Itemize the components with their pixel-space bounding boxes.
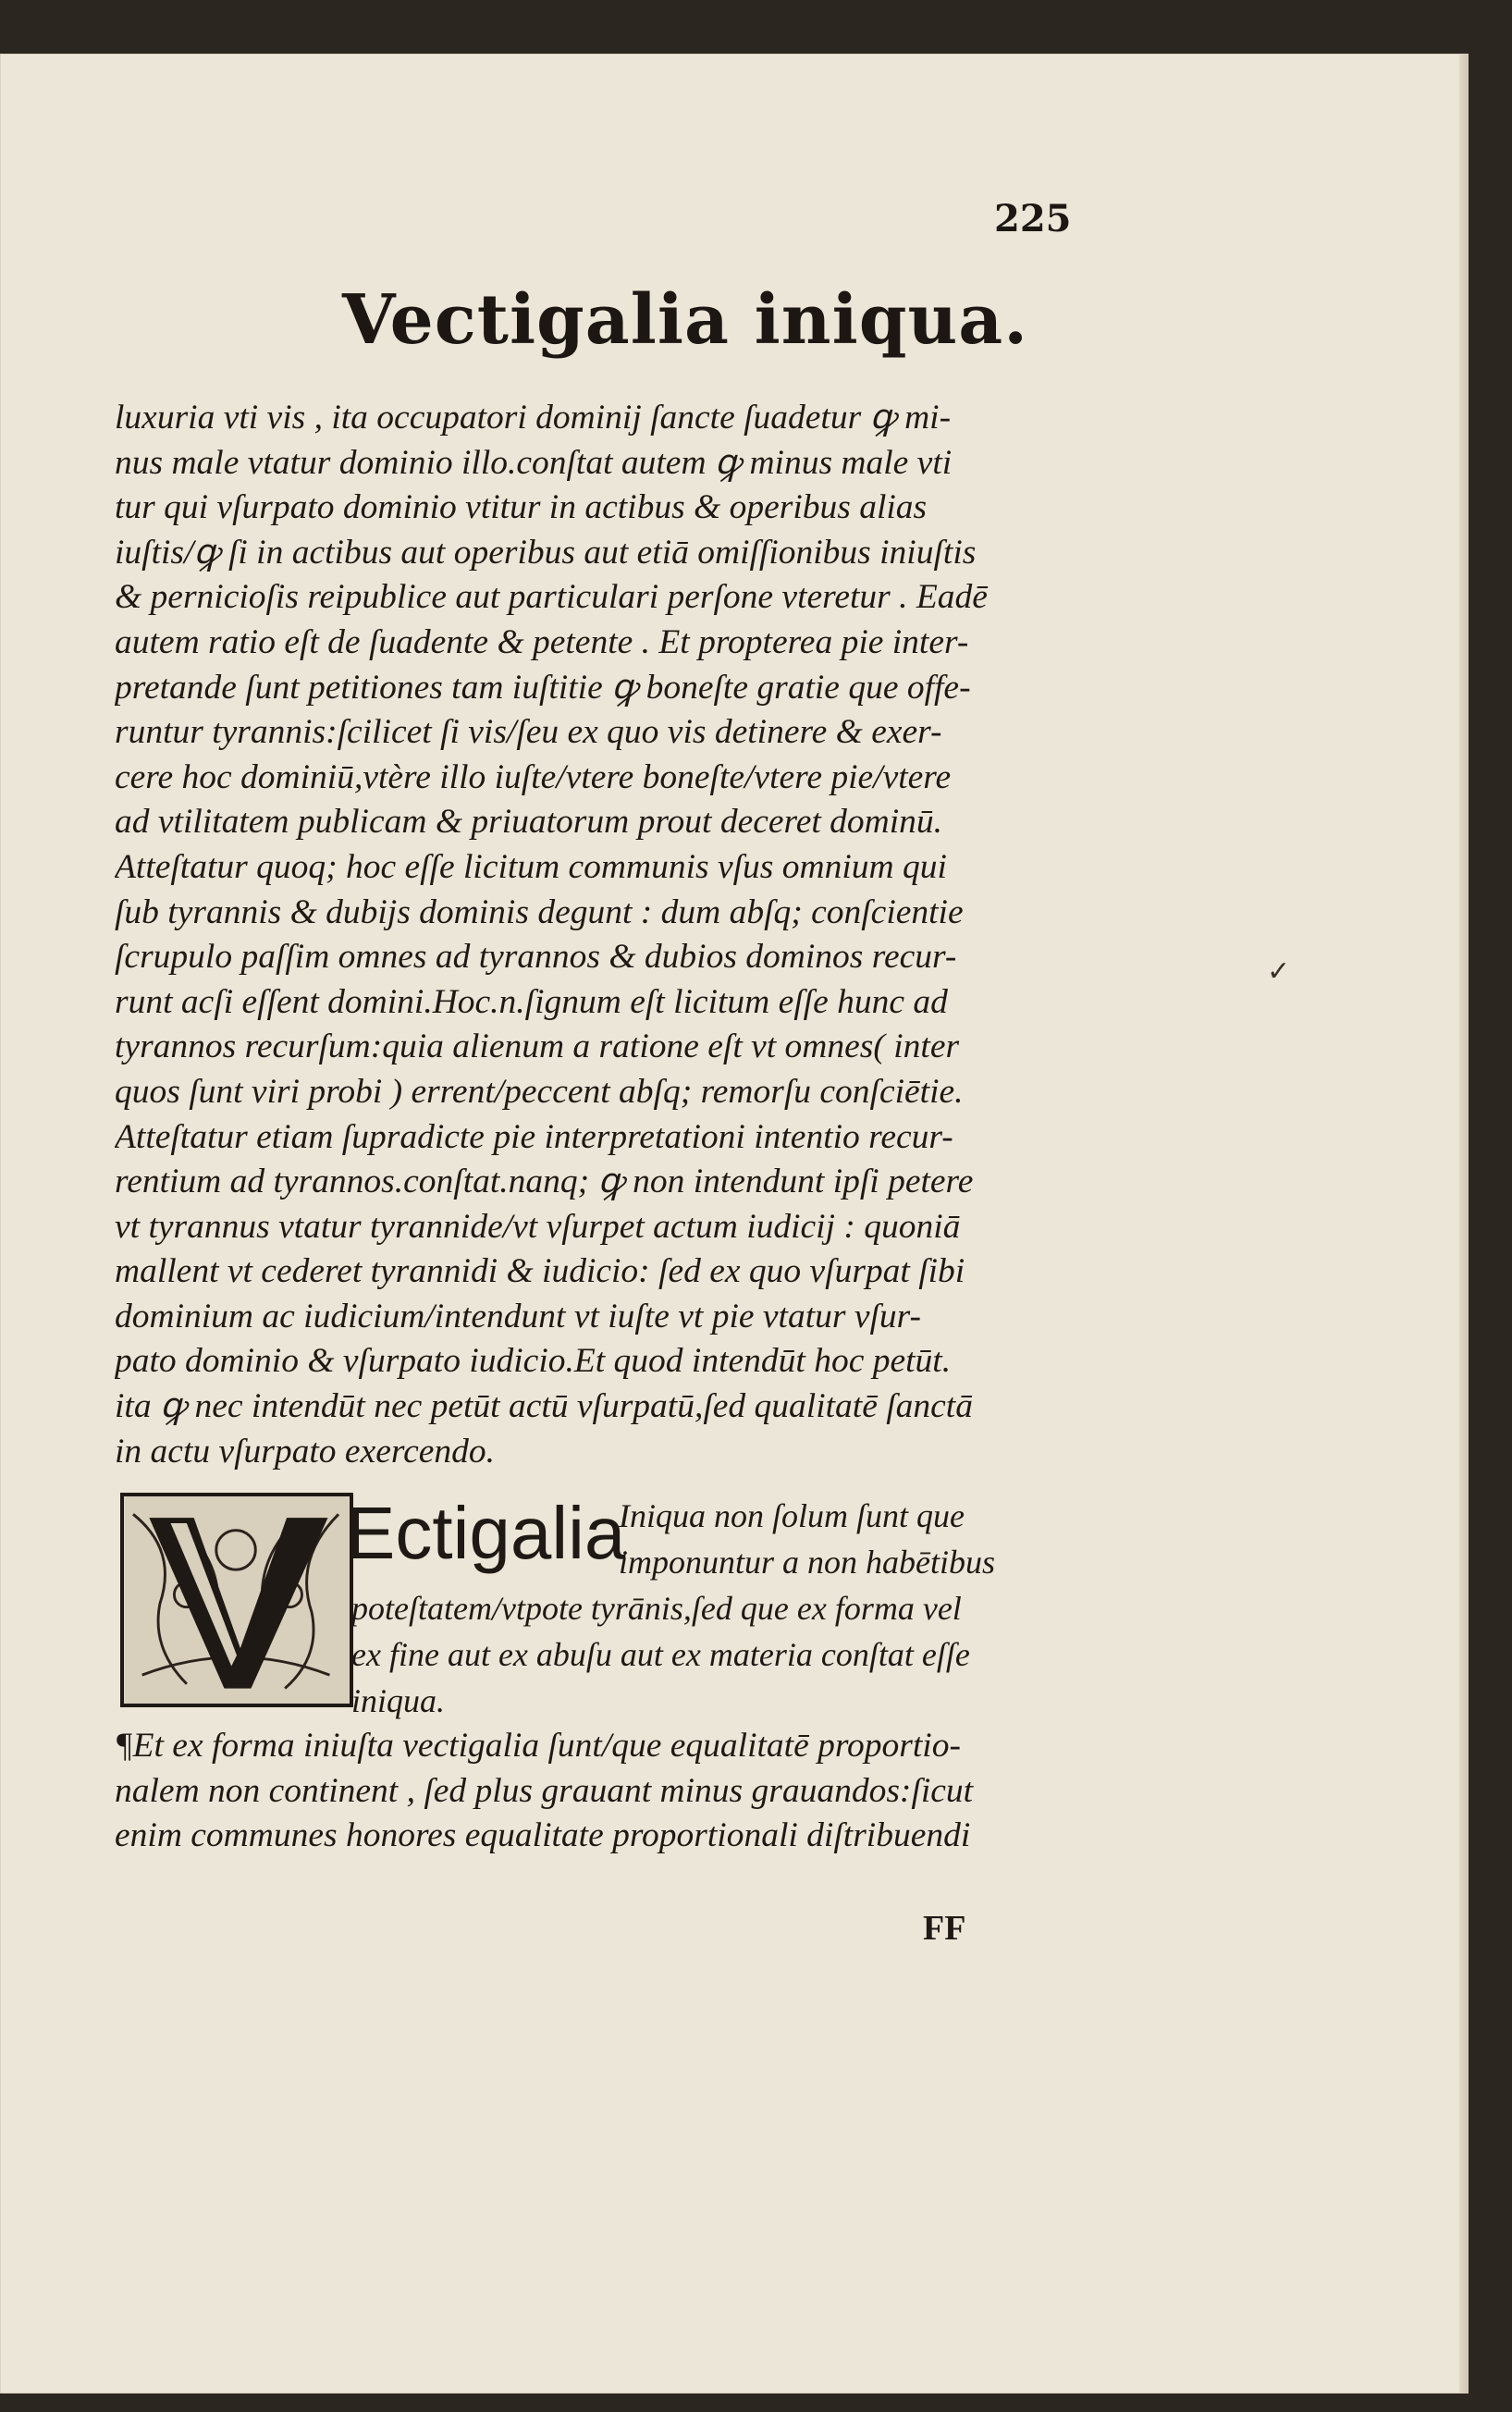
marginal-mark: ✓ — [1267, 955, 1291, 988]
body-bottom — [115, 1724, 1067, 1859]
text-line: pato dominio & vſurpato iudicio.Et quod intendūt hoc petūt. — [115, 1342, 952, 1381]
text-line: Atteſtatur etiam ſupradicte pie interpretationi intentio recur- — [115, 1117, 953, 1156]
text-line: ex fine aut ex abuſu aut ex materia conſtat eſſe — [351, 1636, 970, 1674]
text-line: autem ratio eſt de ſuadente & petente . Et propterea pie inter- — [115, 622, 969, 661]
text-line: & pernicioſis reipublice aut particulari perſone vteretur . Eadē — [115, 578, 988, 617]
text-line: in actu vſurpato exercendo. — [115, 1432, 495, 1471]
text-line: ſcrupulo paſſim omnes ad tyrannos & dubios dominos recur- — [115, 938, 957, 977]
text-line: Atteſtatur quoq; hoc eſſe licitum communis vſus omnium qui — [115, 847, 947, 886]
text-line: poteſtatem/vtpote tyrānis,ſed que ex forma vel — [351, 1590, 962, 1628]
text-line: runt acſi eſſent domini.Hoc.n.ſignum eſt licitum eſſe hunc ad — [115, 982, 948, 1021]
text-line: tyrannos recurſum:quia alienum a ratione eſt vt omnes( inter — [115, 1028, 960, 1066]
text-line: iuſtis/ꝙ ſi in actibus aut operibus aut etiā omiſſionibus iniuſtis — [115, 533, 977, 572]
text-line: quos ſunt viri probi ) errent/peccent abſq; remorſu conſciētie. — [115, 1072, 964, 1111]
text-line: iniqua. — [351, 1682, 446, 1720]
text-line: dominium ac iudicium/intendunt vt iuſte vt pie vtatur vſur- — [115, 1297, 922, 1335]
running-head: Vectigalia iniqua. — [342, 280, 1028, 360]
signature-mark: FF — [923, 1909, 966, 1948]
text-line: pretande ſunt petitiones tam iuſtitie ꝙ boneſte gratie que offe- — [115, 668, 971, 707]
section-heading-word: Ectigalia — [346, 1492, 626, 1575]
text-line: ita ꝙ nec intendūt nec petūt actū vſurpatū,ſed qualitatē ſanctā — [115, 1387, 973, 1426]
text-line: ad vtilitatem publicam & priuatorum prout deceret dominū. — [115, 803, 943, 842]
text-line: vt tyrannus vtatur tyrannide/vt vſurpet actum iudicij : quoniā — [115, 1207, 961, 1246]
text-line: mallent vt cederet tyrannidi & iudicio: ſed ex quo vſurpat ſibi — [115, 1252, 965, 1291]
text-line: tur qui vſurpato dominio vtitur in actibus & operibus alias — [115, 488, 928, 527]
woodcut-initial-v-icon — [124, 1496, 350, 1704]
text-line: Iniqua non ſolum ſunt que — [619, 1497, 965, 1535]
book-page — [0, 54, 1469, 2394]
beside-initial-lines — [619, 1493, 995, 1585]
text-block — [115, 396, 1067, 1859]
text-line: rentium ad tyrannos.conſtat.nanq; ꝙ non intendunt ipſi petere — [115, 1163, 974, 1201]
text-line: cere hoc dominiū,vtère illo iuſte/vtere boneſte/vtere pie/vtere — [115, 757, 952, 796]
text-line: nalem non continent , ſed plus grauant minus grauandos:ſicut — [115, 1771, 974, 1810]
text-line: ¶Et ex forma iniuſta vectigalia ſunt/que equalitatē proportio- — [115, 1727, 961, 1766]
section-opening — [115, 1493, 1067, 1724]
body-top — [115, 396, 1067, 1474]
folio-number: 225 — [994, 197, 1072, 240]
continued-lines — [351, 1585, 970, 1724]
woodcut-initial — [120, 1493, 353, 1707]
text-line: enim communes honores equalitate proportionali diſtribuendi — [115, 1816, 971, 1855]
text-line: runtur tyrannis:ſcilicet ſi vis/ſeu ex quo vis detinere & exer- — [115, 713, 942, 752]
text-line: nus male vtatur dominio illo.conſtat autem ꝙ minus male vti — [115, 443, 953, 482]
text-line: ſub tyrannis & dubijs dominis degunt : dum abſq; conſcientie — [115, 892, 964, 931]
text-line: imponuntur a non habētibus — [619, 1544, 996, 1581]
text-line: luxuria vti vis , ita occupatori dominij ſancte ſuadetur ꝙ mi- — [115, 399, 952, 437]
